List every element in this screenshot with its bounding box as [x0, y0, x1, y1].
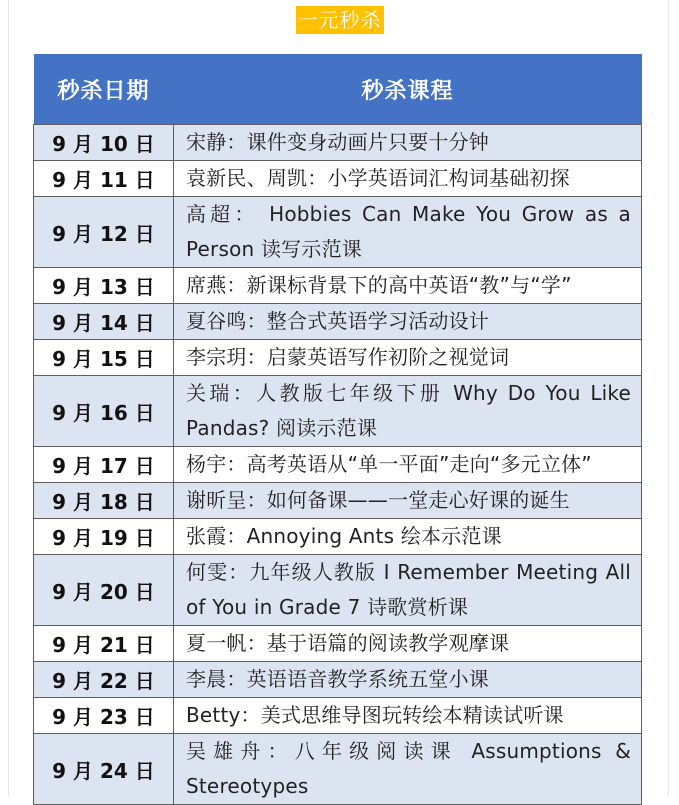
row-date: 9 月 15 日	[34, 340, 174, 376]
row-course: 杨宇：高考英语从“单一平面”走向“多元立体”	[174, 447, 642, 483]
row-course: 高超： Hobbies Can Make You Grow as a Person 读写示范课	[174, 197, 642, 268]
row-course: 谢昕呈：如何备课——一堂走心好课的诞生	[174, 483, 642, 519]
row-course: 夏谷鸣：整合式英语学习活动设计	[174, 304, 642, 340]
row-date: 9 月 17 日	[34, 447, 174, 483]
row-course: 李宗玥：启蒙英语写作初阶之视觉词	[174, 340, 642, 376]
title-wrap	[0, 6, 679, 34]
row-date: 9 月 24 日	[34, 734, 174, 805]
row-course: 关瑞：人教版七年级下册 Why Do You Like Pandas? 阅读示范课	[174, 376, 642, 447]
row-course: 何雯：九年级人教版 I Remember Meeting All of You in Grade 7 诗歌赏析课	[174, 555, 642, 626]
row-course: 宋静：课件变身动画片只要十分钟	[174, 125, 642, 161]
page-title: 一元秒杀	[297, 8, 382, 32]
table-row	[34, 340, 642, 376]
table-row	[34, 483, 642, 519]
row-date: 9 月 20 日	[34, 555, 174, 626]
table-row	[34, 447, 642, 483]
header-course: 秒杀课程	[174, 54, 642, 125]
table-row	[34, 125, 642, 161]
table-row	[34, 376, 642, 447]
row-date: 9 月 10 日	[34, 125, 174, 161]
row-date: 9 月 14 日	[34, 304, 174, 340]
row-course: 吴雄舟：八年级阅读课 Assumptions & Stereotypes	[174, 734, 642, 805]
row-date: 9 月 19 日	[34, 519, 174, 555]
row-course: 席燕：新课标背景下的高中英语“教”与“学”	[174, 268, 642, 304]
table-row	[34, 268, 642, 304]
row-date: 9 月 11 日	[34, 161, 174, 197]
row-course: Betty：美式思维导图玩转绘本精读试听课	[174, 698, 642, 734]
table-row	[34, 197, 642, 268]
row-date: 9 月 12 日	[34, 197, 174, 268]
row-course: 夏一帆：基于语篇的阅读教学观摩课	[174, 626, 642, 662]
row-date: 9 月 13 日	[34, 268, 174, 304]
table-row	[34, 698, 642, 734]
schedule-table	[33, 54, 642, 805]
row-course: 张霞：Annoying Ants 绘本示范课	[174, 519, 642, 555]
row-date: 9 月 18 日	[34, 483, 174, 519]
table-row	[34, 304, 642, 340]
table-row	[34, 519, 642, 555]
row-course: 袁新民、周凯：小学英语词汇构词基础初探	[174, 161, 642, 197]
header-date: 秒杀日期	[34, 54, 174, 125]
row-date: 9 月 22 日	[34, 662, 174, 698]
row-date: 9 月 21 日	[34, 626, 174, 662]
table-row	[34, 626, 642, 662]
table-row	[34, 161, 642, 197]
table-header-row	[34, 54, 642, 125]
table-row	[34, 555, 642, 626]
table-row	[34, 662, 642, 698]
table-row	[34, 734, 642, 805]
row-date: 9 月 16 日	[34, 376, 174, 447]
row-date: 9 月 23 日	[34, 698, 174, 734]
row-course: 李晨：英语语音教学系统五堂小课	[174, 662, 642, 698]
